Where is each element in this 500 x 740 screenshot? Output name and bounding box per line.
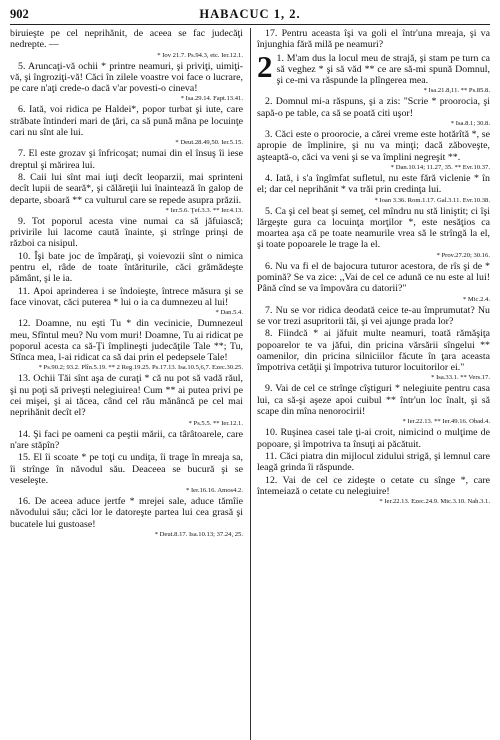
verse: 7. Nu se vor ridica deodată ceice te-au împrumutat? Nu se vor trezi asupritorii tăi, şi vei ajunge prada lor? bbox=[257, 304, 490, 327]
verse: 6. Iată, voi ridica pe Haldei*, popor turbat şi iute, care străbate întinderi mari de ţări, ca să pună mâna pe locuinţe cari nu sînt ale lui. bbox=[10, 104, 243, 139]
verse: 10. Îşi bate joc de împăraţi, şi voievozii sînt o nimica pentru el, râde de toate întăriturile, căci grămădeşte pământ, şi le ia. bbox=[10, 250, 243, 285]
cross-reference: * Prov.27.20; 30.16. bbox=[436, 251, 490, 259]
cross-reference: * Ps.5.5. ** Ier.12.1. bbox=[188, 419, 243, 427]
cross-reference: * Deut.28.49,50. Ier.5.15. bbox=[175, 139, 243, 147]
cross-reference: * Isa.33.1. ** Vers.17. bbox=[431, 374, 490, 382]
verse: 15. El îi scoate * pe toţi cu undiţa, îi trage în mreaja sa, îi strînge în năvodul său. Deaceea se bucură şi se veseleşte. bbox=[10, 452, 243, 486]
two-column-text bbox=[10, 28, 490, 740]
cross-reference: * Dan.10.14; 11.27, 35. ** Evr.10.37. bbox=[390, 163, 490, 171]
left-column bbox=[10, 28, 243, 740]
cross-reference: * Ier.22.13. Ezec.24.9. Mic.3.10. Nah.3.1. bbox=[379, 498, 490, 506]
verse: 17. Pentru aceasta îşi va goli el într'una mreaja, şi va înjunghia fără milă pe neamuri? bbox=[257, 28, 490, 51]
page-number: 902 bbox=[10, 7, 29, 21]
cross-reference: * Dan.5.4. bbox=[215, 309, 243, 317]
page-title: HABACUC 1, 2. bbox=[199, 7, 301, 21]
chapter-start-verse bbox=[257, 48, 490, 87]
verse: 9. Tot poporul acesta vine numai ca să jăfuiască; privirile lui lacome caută înainte, şi strînge prinşi de război ca nisipul. bbox=[10, 215, 243, 250]
verse: 4. Iată, i s'a îngîmfat sufletul, nu este fără viclenie * în el; dar cel neprihănit * va trăi prin credinţa lui. bbox=[257, 172, 490, 196]
verse: 9. Vai de cel ce strînge cîştiguri * nelegiuite pentru casa lui, ca să-şi aşeze apoi cuibul ** într'un loc înalt, şi să scape din mîna nenorocirii! bbox=[257, 383, 490, 418]
verse: 11. Căci piatra din mijlocul zidului strigă, şi lemnul care leagă grinda îi răspunde. bbox=[257, 450, 490, 474]
chapter-number: 2 bbox=[257, 48, 273, 84]
cross-reference: * Ier.22.13. ** Ier.49.16. Obad.4. bbox=[402, 418, 490, 426]
cross-reference: * Iov 21.7. Ps.94.3, etc. Ier.12.1. bbox=[157, 51, 243, 59]
cross-reference: * Ier.16.16. Amos4.2. bbox=[186, 487, 243, 495]
verse: 7. El este grozav şi înfricoşat; numai din el însuş îi iese dreptul şi mărirea lui. bbox=[10, 148, 243, 171]
verse: 8. Caii lui sînt mai iuţi decît leoparzii, mai sprinteni decît lupii de seară*, şi călăreţii lui înaintează în galop de departe, sboară ** ca vulturul care se repede asupra prăzii. bbox=[10, 171, 243, 206]
cross-reference: * Isa.29.14. Fapt.13.41. bbox=[180, 95, 243, 103]
right-column bbox=[257, 28, 490, 740]
verse: 6. Nu va fi el de bajocura tuturor acestora, de rîs şi de * pomină? Se va zice: ,,Vai de cel ce adună ce nu este al lui! Până cînd se va împovăra cu datorii?" bbox=[257, 260, 490, 295]
verse: 12. Vai de cel ce zideşte o cetate cu sînge *, care întemeiază o cetate cu nelegiuire! bbox=[257, 474, 490, 497]
page-header bbox=[10, 6, 490, 25]
verse-text: 1. M'am dus la locul meu de strajă, şi stam pe turn ca să veghez * şi să văd ** ce are să-mi spună Domnul, şi ce-mi va răspunde la plîngerea mea. bbox=[276, 52, 490, 87]
verse: biruieşte pe cel neprihănit, de aceea se fac judecăţi nedrepte. — bbox=[10, 28, 243, 51]
verse: 5. Aruncaţi-vă ochii * printre neamuri, şi priviţi, uimiţi-vă, şi îngroziţi-vă! Căci în zilele voastre voi face o lucrare, pe care n'aţi crede-o dacă v'ar povesti-o cineva! bbox=[10, 60, 243, 95]
cross-reference: * Isa.21.8,11. ** Ps.85.8. bbox=[423, 87, 490, 95]
verse: 8. Fiindcă * ai jăfuit multe neamuri, toată rămăşiţa popoarelor te va jăfui, din pricina vărsării sîngelui ** oamenilor, din pricina silniciilor făcute în ţara aceasta împotriva cetăţii şi împotriva tuturor locuitorilor ei." bbox=[257, 328, 490, 374]
column-divider bbox=[250, 28, 251, 740]
verse: 13. Ochii Tăi sînt aşa de curaţi * că nu pot să vadă răul, şi nu poţi să priveşti nelegiuirea! Cum ** ai putea privi pe cei mişei, şi ai tăcea, când cel rău mănâncă pe cel mai neprihănit decît el? bbox=[10, 373, 243, 419]
cross-reference: * Isa.8.1; 30.8. bbox=[450, 120, 490, 128]
cross-reference: * Deut.8.17. Isa.10.13; 37.24, 25. bbox=[154, 530, 243, 538]
cross-reference: * Ps.90.2; 93.2. Plîn.5.19. ** 2 Reg.19.25. Ps.17.13. Isa.10.5,6,7. Ezec.30.25. bbox=[38, 364, 243, 372]
cross-reference: * Mic.2.4. bbox=[462, 295, 490, 303]
verse: 11. Apoi aprinderea i se îndoieşte, întrece măsura şi se face vinovat, căci puterea * lui o ia ca dumnezeu al lui! bbox=[10, 285, 243, 308]
verse: 16. De aceea aduce jertfe * mrejei sale, aduce tămîie năvodului său; căci lor le datoreşte partea lui cea grasă şi bucatele lui gustoase! bbox=[10, 496, 243, 530]
verse: 10. Ruşinea casei tale ţi-ai croit, nimicind o mulţime de popoare, şi împotriva ta însuţi ai păcătuit. bbox=[257, 427, 490, 450]
verse: 12. Doamne, nu eşti Tu * din vecinicie, Dumnezeul meu, Sfîntul meu? Nu vom muri! Doamne, Tu ai ridicat pe poporul acesta ca să-Ţi împlineşti judecăţile Tale **; Tu, Stînca mea, l-ai ridicat ca să dai prin el pedepsele Tale! bbox=[10, 318, 243, 364]
verse: 2. Domnul mi-a răspuns, şi a zis: "Scrie * proorocia, şi sapă-o pe table, ca să se poată citi uşor! bbox=[257, 96, 490, 119]
verse: 3. Căci este o proorocie, a cărei vreme este hotărîtă *, se apropie de împlinire, şi nu va minţi; dacă zăboveşte, aşteaptă-o, căci va veni şi se va împlini negreşit **. bbox=[257, 129, 490, 163]
verse: 14. Şi faci pe oameni ca peştii mării, ca târâtoarele, care n'are stăpîn? bbox=[10, 428, 243, 451]
cross-reference: * Ioan 3.36. Rom.1.17. Gal.3.11. Evr.10.38. bbox=[374, 196, 490, 204]
cross-reference: * Ier.5.6. Ţef.3.3. ** Ier.4.13. bbox=[165, 206, 243, 214]
verse: 5. Ca şi cel beat şi semeţ, cel mîndru nu stă liniştit; ci îşi lărgeşte gura ca locuinţa morţilor *, este nesăţios ca moartea aşa că pe toate neamurile vrea să le strîngă la el, şi toate popoarele le trage la el. bbox=[257, 205, 490, 251]
